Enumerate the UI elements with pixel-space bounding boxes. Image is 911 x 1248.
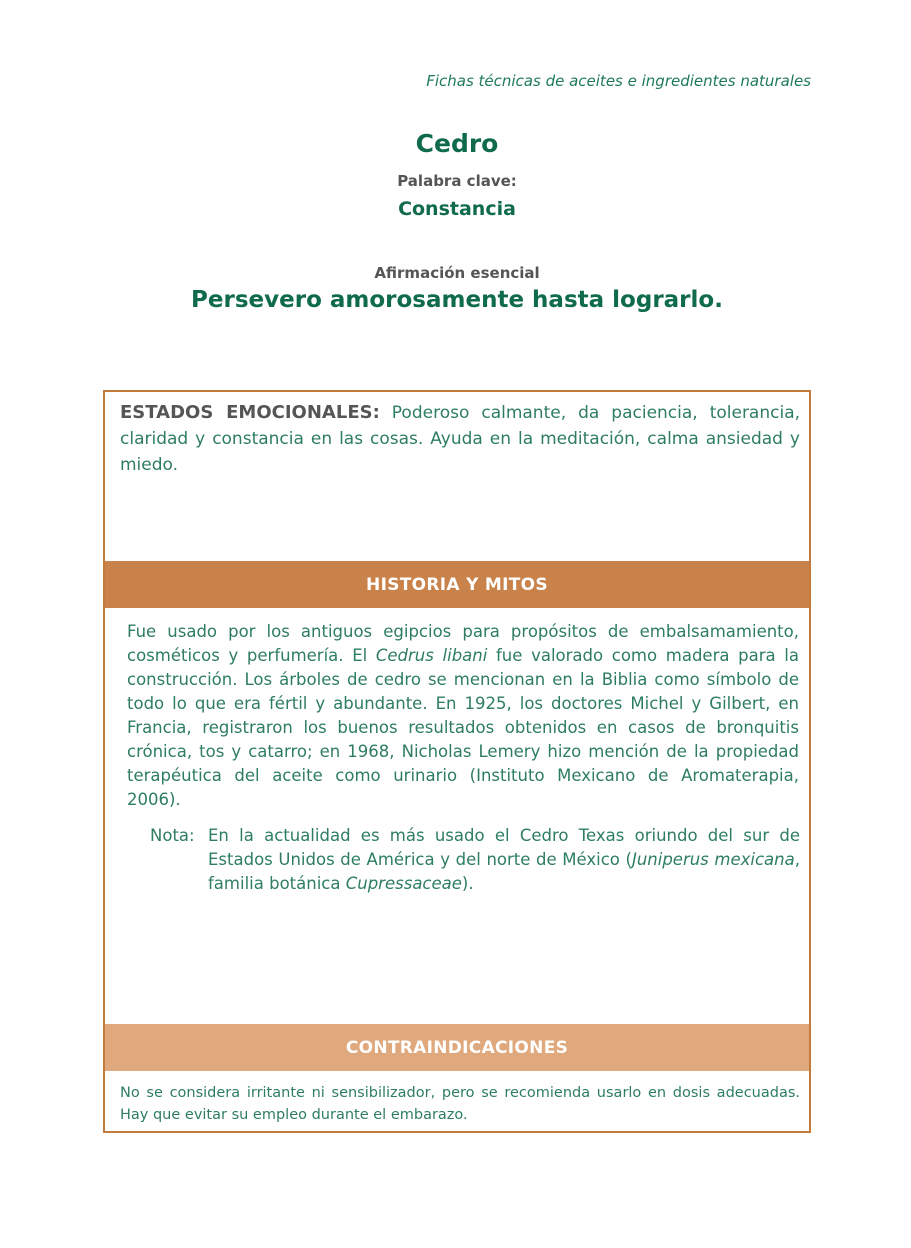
contraindications-text: No se considera irritante ni sensibilizador, pero se recomienda usarlo en dosis adecuadas. Hay que evitar su empleo durante el embarazo. — [120, 1085, 800, 1123]
note-text-b: , familia botánica — [208, 850, 800, 893]
history-heading: HISTORIA Y MITOS — [366, 574, 548, 595]
page-title: Cedro — [415, 129, 499, 158]
emotional-text: Poderoso calmante, da paciencia, tolerancia, claridad y constancia en las cosas. Ayuda en la meditación, calma ansiedad y miedo. — [120, 403, 801, 475]
keyword-label: Palabra clave: — [397, 172, 517, 190]
contraindications-heading-band — [105, 1024, 809, 1071]
emotional-section — [120, 400, 800, 478]
history-text-a: Fue usado por los antiguos egipcios para propósitos de embalsamamiento, cosméticos y perfumería. El — [127, 622, 799, 665]
note-italic-species: Juniperus mexicana — [631, 850, 795, 869]
history-heading-band — [105, 561, 809, 608]
affirmation-label: Afirmación esencial — [374, 264, 540, 282]
history-paragraph — [127, 620, 799, 812]
note-label: Nota: — [150, 826, 195, 845]
note-text-c: ). — [461, 874, 474, 893]
info-box — [103, 390, 811, 1133]
history-note — [150, 824, 800, 896]
contraindications-heading: CONTRAINDICACIONES — [345, 1037, 569, 1058]
emotional-label: ESTADOS EMOCIONALES: — [120, 402, 380, 423]
note-italic-family: Cupressaceae — [345, 874, 462, 893]
note-body — [208, 824, 800, 896]
running-head: Fichas técnicas de aceites e ingredientes naturales — [426, 72, 811, 90]
keyword-value: Constancia — [398, 198, 516, 220]
history-text-b: fue valorado como madera para la construcción. Los árboles de cedro se mencionan en la Biblia como símbolo de todo lo que era fértil y abundante. En 1925, los doctores Michel y Gilbert, en Francia, registraron los buenos resultados obtenidos en casos de bronquitis crónica, tos y catarro; en 1968, Nicholas Lemery hizo mención de la propiedad terapéutica del aceite como urinario (Instituto Mexicano de Aromaterapia, 2006). — [127, 646, 799, 809]
note-text-a: En la actualidad es más usado el Cedro Texas oriundo del sur de Estados Unidos de América y del norte de México ( — [208, 826, 800, 869]
affirmation-value: Persevero amorosamente hasta lograrlo. — [191, 287, 723, 313]
history-italic-species: Cedrus libani — [375, 646, 488, 665]
